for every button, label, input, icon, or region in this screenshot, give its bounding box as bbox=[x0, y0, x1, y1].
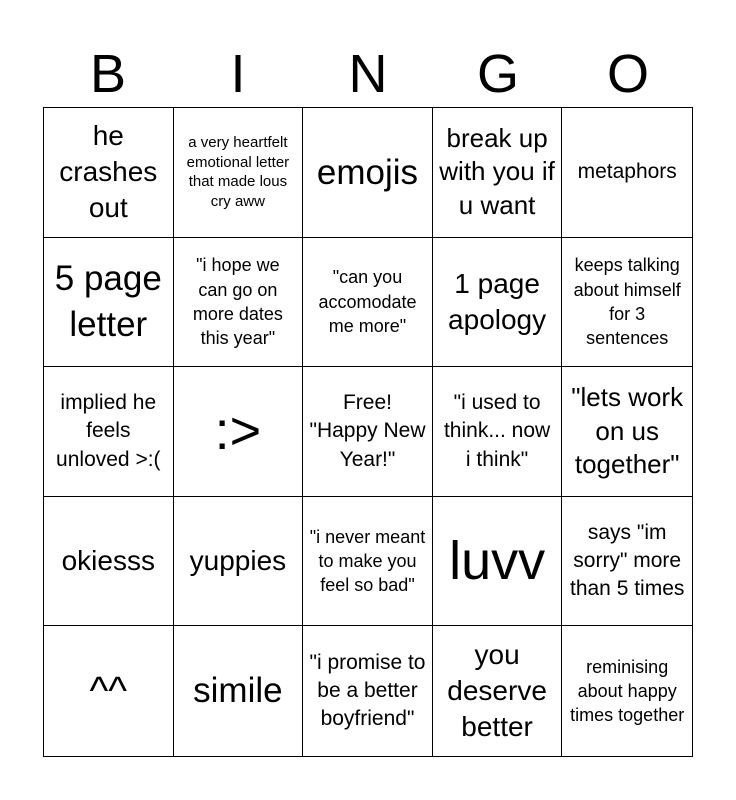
bingo-cell[interactable] bbox=[562, 626, 692, 756]
bingo-cell[interactable] bbox=[44, 367, 174, 497]
cell-text: "can you accomodate me more" bbox=[318, 267, 417, 337]
bingo-cell[interactable] bbox=[562, 367, 692, 497]
cell-text: keeps talking about himself for 3 sentences bbox=[573, 255, 681, 349]
cell-text: Free! "Happy New Year!" bbox=[309, 390, 426, 471]
header-letter-o: O bbox=[606, 44, 649, 104]
bingo-cell[interactable] bbox=[433, 108, 563, 238]
cell-text: emojis bbox=[316, 152, 419, 192]
cell-text: "i used to think... now i think" bbox=[443, 390, 551, 471]
bingo-cell[interactable] bbox=[44, 238, 174, 368]
cell-text: okiesss bbox=[61, 544, 155, 576]
bingo-cell[interactable] bbox=[303, 497, 433, 627]
bingo-cell[interactable] bbox=[174, 108, 304, 238]
bingo-cell[interactable] bbox=[562, 497, 692, 627]
bingo-cell[interactable] bbox=[433, 626, 563, 756]
bingo-cell[interactable] bbox=[174, 626, 304, 756]
bingo-cell[interactable] bbox=[174, 238, 304, 368]
cell-text: he crashes out bbox=[59, 119, 158, 224]
bingo-cell[interactable] bbox=[303, 626, 433, 756]
cell-text: simile bbox=[193, 671, 283, 711]
cell-text: break up with you if u want bbox=[439, 122, 555, 221]
bingo-cell[interactable] bbox=[433, 367, 563, 497]
cell-text: :> bbox=[214, 401, 262, 462]
cell-text: yuppies bbox=[189, 544, 287, 576]
cell-text: "i promise to be a better boyfriend" bbox=[309, 650, 426, 731]
cell-text: luvv bbox=[449, 531, 546, 592]
cell-text: ^^ bbox=[89, 669, 128, 714]
bingo-cell[interactable] bbox=[174, 367, 304, 497]
header-letter-g: G bbox=[476, 44, 519, 104]
bingo-cell[interactable] bbox=[433, 497, 563, 627]
cell-text: "lets work on us together" bbox=[571, 381, 684, 480]
cell-text: "i never meant to make you feel so bad" bbox=[309, 526, 426, 596]
cell-text: metaphors bbox=[577, 160, 677, 184]
bingo-cell[interactable] bbox=[303, 238, 433, 368]
bingo-cell[interactable] bbox=[562, 238, 692, 368]
cell-text: you deserve better bbox=[447, 638, 547, 743]
header-letter-n: N bbox=[348, 44, 388, 104]
free-space-cell[interactable] bbox=[303, 367, 433, 497]
cell-text: implied he feels unloved >:( bbox=[56, 390, 161, 471]
cell-text: says "im sorry" more than 5 times bbox=[569, 520, 685, 601]
cell-text: 5 page letter bbox=[54, 259, 162, 344]
header-letter-b: B bbox=[89, 44, 127, 104]
bingo-cell[interactable] bbox=[433, 238, 563, 368]
header-letter-i: I bbox=[230, 44, 246, 104]
bingo-cell[interactable] bbox=[44, 497, 174, 627]
cell-text: 1 page apology bbox=[448, 267, 547, 335]
bingo-cell[interactable] bbox=[44, 626, 174, 756]
bingo-cell[interactable] bbox=[44, 108, 174, 238]
bingo-cell[interactable] bbox=[303, 108, 433, 238]
bingo-cell[interactable] bbox=[174, 497, 304, 627]
bingo-cell[interactable] bbox=[562, 108, 692, 238]
cell-text: "i hope we can go on more dates this year" bbox=[192, 255, 283, 349]
cell-text: reminising about happy times together bbox=[570, 656, 685, 726]
bingo-board bbox=[43, 107, 693, 757]
bingo-header bbox=[43, 40, 693, 108]
cell-text: a very heartfelt emotional letter that made lous cry aww bbox=[186, 134, 290, 210]
